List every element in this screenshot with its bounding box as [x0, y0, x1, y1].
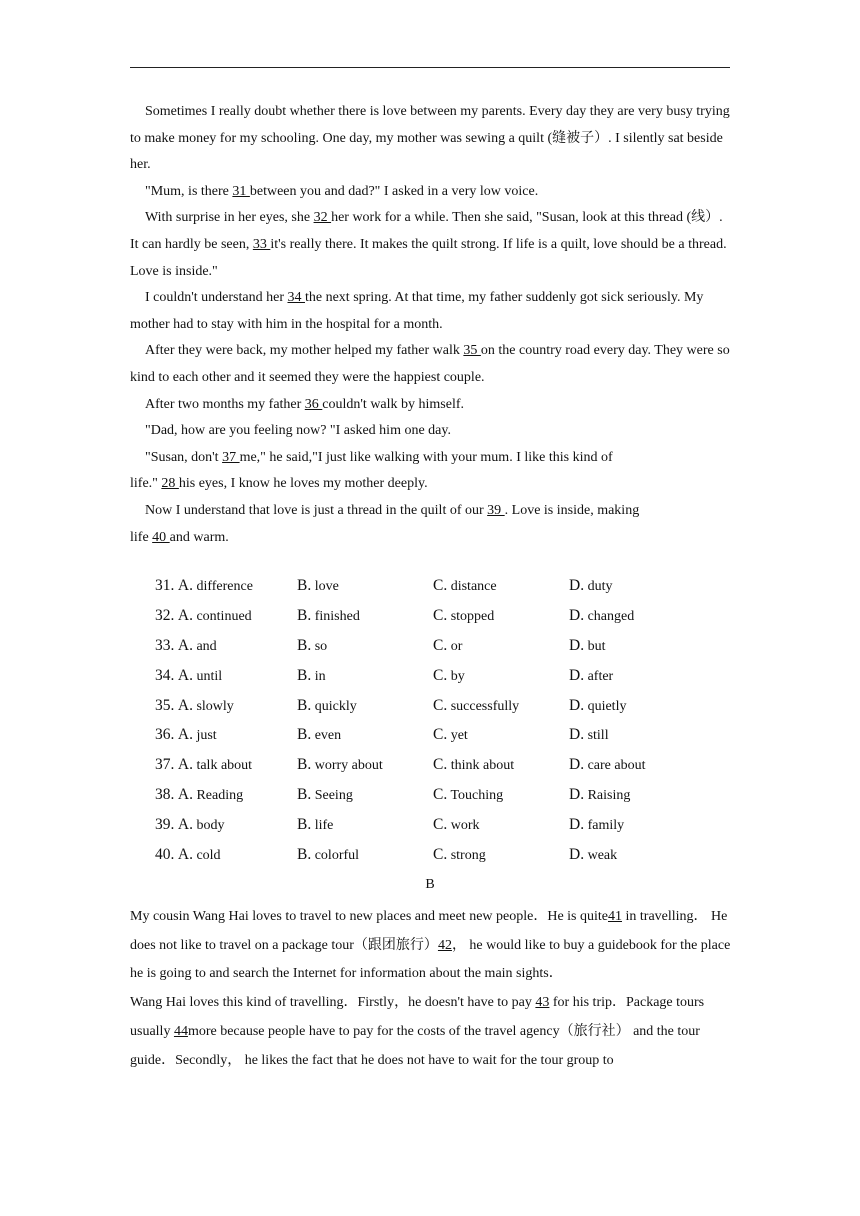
paragraph-text: I couldn't understand her	[145, 290, 288, 306]
paragraph-text: "Mum, is there	[145, 183, 233, 199]
option-text: changed	[587, 608, 635, 624]
option-label: C.	[433, 666, 448, 684]
question-number: 40.	[155, 846, 175, 864]
option-c	[433, 816, 480, 834]
option-label: D.	[569, 726, 585, 744]
option-c	[433, 726, 468, 744]
question-number: 33.	[155, 636, 175, 654]
option-b	[297, 846, 359, 864]
option-text: or	[450, 638, 463, 654]
option-c	[433, 786, 503, 804]
option-row-40	[155, 846, 735, 876]
blank-34: 34	[287, 290, 305, 306]
option-text: colorful	[314, 848, 360, 864]
paragraph-text: Now I understand that love is just a thread in the quilt of our	[145, 502, 488, 518]
paragraph-text: Sometimes I really doubt whether there is love between my parents. Every day they are very busy trying to make money for my schooling. One day, my mother was sewing a quilt (缝被子）. I silently sat beside her.	[130, 104, 730, 173]
passage-a	[130, 99, 734, 551]
option-d	[569, 846, 617, 864]
question-number: 37.	[155, 756, 175, 774]
option-row-31	[155, 577, 735, 607]
paragraph-b-2	[130, 989, 734, 1075]
option-label: C.	[433, 756, 448, 774]
option-text: strong	[450, 848, 486, 864]
option-text: Seeing	[314, 788, 353, 804]
paragraph-text: her work for a while. Then she said, "Susan, look at this thread (线）. It can hardly be seen,	[130, 210, 723, 252]
option-text: and	[196, 638, 217, 654]
option-label: B.	[297, 846, 312, 864]
option-label: A.	[177, 606, 193, 624]
option-b	[297, 667, 326, 685]
paragraph-8-cont	[130, 471, 734, 498]
option-label: A.	[177, 816, 193, 834]
option-text: talk about	[196, 758, 253, 774]
option-label: D.	[569, 816, 585, 834]
option-a	[155, 816, 224, 834]
blank-35: 35	[463, 343, 481, 359]
option-text: even	[314, 728, 342, 744]
paragraph-text: After two months my father	[145, 396, 305, 412]
option-d	[569, 667, 613, 685]
option-label: B.	[297, 636, 312, 654]
blank-36: 36	[304, 396, 323, 412]
blank-37: 37	[222, 449, 240, 465]
option-text: weak	[587, 848, 618, 864]
option-label: B.	[297, 606, 312, 624]
paragraph-text: between you and dad?" I asked in a very low voice.	[249, 183, 539, 199]
paragraph-text: After they were back, my mother helped my father walk	[145, 343, 464, 359]
option-text: slowly	[196, 698, 234, 714]
question-number: 36.	[155, 726, 175, 744]
option-label: D.	[569, 606, 585, 624]
option-text: still	[587, 728, 609, 744]
option-text: finished	[314, 608, 360, 624]
option-text: cold	[196, 848, 221, 864]
option-label: D.	[569, 666, 585, 684]
option-a	[155, 667, 222, 685]
option-d	[569, 637, 605, 655]
option-label: C.	[433, 726, 448, 744]
blank-39: 39	[487, 502, 505, 518]
paragraph-text: "Dad, how are you feeling now? "I asked him one day.	[145, 423, 451, 439]
blank-42: 42	[437, 937, 452, 953]
paragraph-text: his eyes, I know he loves my mother deeply.	[178, 476, 428, 492]
option-text: Touching	[450, 788, 504, 804]
option-c	[433, 637, 462, 655]
paragraph-7	[130, 418, 734, 445]
option-text: continued	[196, 608, 252, 624]
option-b	[297, 786, 353, 804]
option-label: D.	[569, 846, 585, 864]
option-text: just	[196, 728, 217, 744]
option-a	[155, 637, 217, 655]
option-row-32	[155, 607, 735, 637]
option-label: C.	[433, 846, 448, 864]
option-row-37	[155, 756, 735, 786]
blank-32: 32	[313, 210, 332, 226]
option-a	[155, 607, 252, 625]
option-text: by	[450, 668, 465, 684]
option-d	[569, 816, 624, 834]
option-row-38	[155, 786, 735, 816]
option-text: quickly	[314, 698, 357, 714]
option-a	[155, 697, 234, 715]
option-label: B.	[297, 786, 312, 804]
paragraph-text: "Susan, don't	[145, 449, 223, 465]
paragraph-5	[130, 338, 734, 391]
option-text: think about	[450, 758, 515, 774]
blank-43: 43	[535, 995, 550, 1011]
option-row-39	[155, 816, 735, 846]
paragraph-4	[130, 285, 734, 338]
paragraph-9-cont	[130, 525, 734, 552]
section-b-heading: B	[425, 877, 435, 892]
option-label: A.	[177, 696, 193, 714]
option-label: D.	[569, 636, 585, 654]
option-label: B.	[297, 696, 312, 714]
option-b	[297, 816, 333, 834]
option-d	[569, 577, 612, 595]
option-text: duty	[587, 579, 613, 594]
paragraph-text: life."	[130, 476, 162, 492]
option-text: care about	[587, 758, 646, 774]
question-number: 39.	[155, 816, 175, 834]
option-c	[433, 667, 465, 685]
option-d	[569, 756, 646, 774]
paragraph-text: Wang Hai loves this kind of travelling．Firstly，he doesn't have to pay	[130, 995, 536, 1011]
option-row-36	[155, 726, 735, 756]
option-text: yet	[450, 728, 468, 744]
option-b	[297, 697, 357, 715]
option-label: A.	[177, 846, 193, 864]
option-label: A.	[177, 636, 193, 654]
option-text: quietly	[587, 698, 627, 714]
option-row-35	[155, 697, 735, 727]
option-label: C.	[433, 606, 448, 624]
option-label: B.	[297, 666, 312, 684]
option-b	[297, 637, 327, 655]
option-label: A.	[177, 666, 193, 684]
option-b	[297, 726, 341, 744]
blank-44: 44	[173, 1023, 188, 1039]
passage-b	[130, 903, 734, 1075]
paragraph-text: the next spring. At that time, my father suddenly got sick seriously. My mother had to stay with him in the hospital for a month.	[130, 290, 704, 332]
option-label: A.	[177, 786, 193, 804]
paragraph-text: me," he said,"I just like walking with your mum. I like this kind of	[239, 449, 613, 465]
option-text: love	[314, 579, 339, 594]
option-label: A.	[177, 726, 193, 744]
option-a	[155, 786, 243, 804]
option-a	[155, 846, 221, 864]
option-text: in	[314, 668, 326, 684]
paragraph-b-1	[130, 903, 734, 989]
option-b	[297, 577, 339, 595]
header-rule	[130, 67, 730, 68]
paragraph-text: With surprise in her eyes, she	[145, 210, 314, 226]
paragraph-9	[130, 498, 734, 525]
option-c	[433, 607, 494, 625]
question-number: 38.	[155, 786, 175, 804]
paragraph-2	[130, 179, 734, 206]
option-a	[155, 756, 252, 774]
option-text: so	[314, 638, 328, 654]
option-b	[297, 756, 383, 774]
paragraph-1	[130, 99, 734, 179]
option-d	[569, 697, 626, 715]
option-text: distance	[450, 579, 497, 594]
option-d	[569, 607, 634, 625]
option-c	[433, 577, 497, 595]
option-text: worry about	[314, 758, 383, 774]
question-number: 34.	[155, 666, 175, 684]
option-label: B.	[297, 816, 312, 834]
paragraph-text: on the country road every day. They were so kind to each other and it seemed they were the happiest couple.	[130, 343, 730, 385]
option-label: C.	[433, 577, 448, 594]
blank-33: 33	[252, 236, 271, 252]
option-text: after	[587, 668, 614, 684]
option-label: B.	[297, 726, 312, 744]
option-text: Raising	[587, 788, 631, 804]
paragraph-3	[130, 205, 734, 285]
option-label: D.	[569, 786, 585, 804]
option-label: A.	[177, 756, 193, 774]
option-b	[297, 607, 360, 625]
option-label: C.	[433, 696, 448, 714]
option-d	[569, 726, 609, 744]
question-number: 35.	[155, 696, 175, 714]
question-number: 32.	[155, 606, 175, 624]
option-label: A.	[177, 577, 193, 594]
paragraph-text: couldn't walk by himself.	[322, 396, 465, 412]
paragraph-text: more because people have to pay for the costs of the travel agency（旅行社） and the tour guide．Secondly， he likes the fact that he does not have to wait for the tour group to	[130, 1023, 700, 1068]
option-label: D.	[569, 696, 585, 714]
paragraph-text: My cousin Wang Hai loves to travel to new places and meet new people．He is quite	[130, 909, 608, 924]
option-a	[155, 577, 253, 595]
option-label: C.	[433, 636, 448, 654]
paragraph-text: . Love is inside, making	[504, 502, 640, 518]
option-a	[155, 726, 217, 744]
option-text: until	[196, 668, 223, 684]
paragraph-text: ， he would like to buy a guidebook for the place he is going to and search the Internet for information about the main sights．	[130, 937, 731, 982]
option-label: C.	[433, 786, 448, 804]
option-row-34	[155, 667, 735, 697]
option-c	[433, 697, 519, 715]
option-text: work	[450, 818, 480, 834]
paragraph-text: for his trip．Package tours usually	[130, 995, 705, 1039]
paragraph-6	[130, 392, 734, 419]
option-label: B.	[297, 756, 312, 774]
option-text: body	[196, 818, 225, 834]
option-c	[433, 756, 514, 774]
options-list	[155, 577, 735, 876]
option-d	[569, 786, 630, 804]
option-text: successfully	[450, 698, 520, 714]
option-text: life	[314, 818, 334, 834]
paragraph-text: it's really there. It makes the quilt strong. If life is a quilt, love should be a thread. Love is inside."	[130, 236, 727, 279]
option-text: difference	[196, 579, 253, 594]
paragraph-text: in travelling． He does not like to travel on a package tour（跟团旅行）	[130, 909, 728, 953]
paragraph-text: life	[130, 529, 153, 545]
paragraph-text: and warm.	[169, 529, 229, 545]
option-label: D.	[569, 756, 585, 774]
blank-41: 41	[608, 909, 622, 924]
option-label: B.	[297, 577, 312, 594]
blank-31: 31	[232, 183, 250, 199]
option-text: Reading	[196, 788, 244, 804]
option-row-33	[155, 637, 735, 667]
blank-40: 40	[152, 529, 170, 545]
option-text: family	[587, 818, 625, 834]
option-label: D.	[569, 577, 585, 594]
option-label: C.	[433, 816, 448, 834]
option-c	[433, 846, 486, 864]
paragraph-8	[130, 445, 734, 472]
blank-38: 28	[161, 476, 179, 492]
option-text: stopped	[450, 608, 495, 624]
option-text: but	[587, 638, 606, 654]
question-number: 31.	[155, 577, 175, 594]
